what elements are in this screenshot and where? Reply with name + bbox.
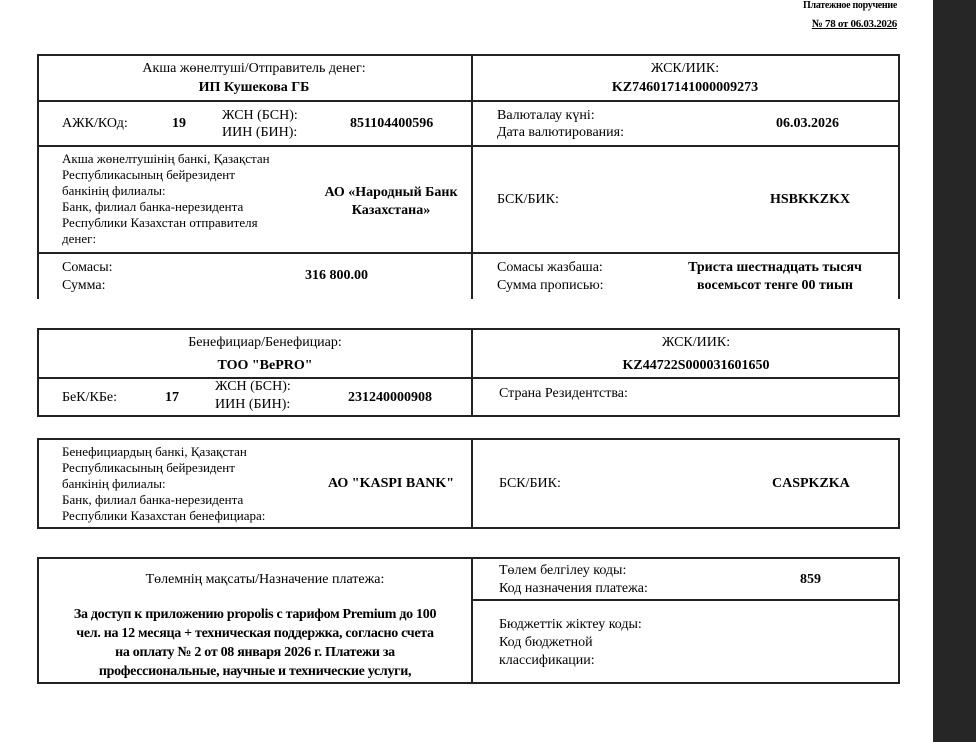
purpose-line: профессиональные, научные и технические услуги, bbox=[98, 664, 412, 679]
beneficiary-iin-label-ru: ИИН (БИН): bbox=[215, 397, 291, 412]
sender-bank-name bbox=[312, 184, 470, 220]
knp: 859 bbox=[800, 572, 821, 587]
label-line: банкінің филиалы: bbox=[62, 183, 166, 198]
sender-label: Акша жөнелтуші/Отправитель денег: bbox=[142, 61, 366, 76]
sum-in-words-line2: восемьсот тенге 00 тиын bbox=[697, 278, 853, 293]
sender-iik-label: ЖСК/ИИК: bbox=[650, 61, 720, 76]
sender-iin: 851104400596 bbox=[350, 116, 434, 131]
words-label-kz: Сомасы жазбаша: bbox=[497, 260, 603, 275]
label-line: Республикасының бейрезидент bbox=[62, 167, 235, 182]
beneficiary-bank-label bbox=[62, 444, 265, 524]
label-line: Банк, филиал банка-нерезидента bbox=[62, 199, 244, 214]
document-title: Платежное поручение bbox=[803, 0, 897, 11]
viewer-background bbox=[933, 0, 976, 742]
beneficiary-bik-label: БСК/БИК: bbox=[499, 476, 561, 491]
value-date: 06.03.2026 bbox=[776, 116, 839, 131]
label-line: Республикасының бейрезидент bbox=[62, 460, 235, 475]
purpose-text bbox=[74, 605, 436, 681]
document-number: № 78 от 06.03.2026 bbox=[811, 18, 897, 30]
beneficiary-iik-label: ЖСК/ИИК: bbox=[661, 335, 731, 350]
knp-label-ru: Код назначения платежа: bbox=[499, 581, 648, 596]
label-line: Банк, филиал банка-нерезидента bbox=[62, 492, 244, 507]
label-line: Акша жөнелтушінің банкі, Қазақстан bbox=[62, 151, 270, 166]
value-date-label-ru: Дата валютирования: bbox=[497, 125, 624, 140]
sender-iin-label-ru: ИИН (БИН): bbox=[222, 125, 298, 140]
sender-kod: 19 bbox=[172, 116, 186, 131]
words-label-ru: Сумма прописью: bbox=[497, 278, 604, 293]
beneficiary-label: Бенефициар/Бенефициар: bbox=[188, 335, 342, 350]
sum-in-words-line1: Триста шестнадцать тысяч bbox=[688, 260, 862, 275]
sender-kod-label: АЖК/КОд: bbox=[62, 116, 128, 131]
kbe: 17 bbox=[165, 390, 179, 405]
beneficiary-iin-label-kz: ЖСН (БСН): bbox=[215, 379, 291, 394]
sender-name: ИП Кушекова ГБ bbox=[198, 80, 310, 95]
purpose-line: чел. на 12 месяца + техническая поддержка, согласно счета bbox=[76, 626, 434, 641]
country-label: Страна Резидентства: bbox=[499, 386, 628, 401]
value-date-label-kz: Валюталау күні: bbox=[497, 108, 595, 123]
kbk-label-ru-2: классификации: bbox=[499, 653, 595, 668]
bank-name-line: Казахстана» bbox=[351, 203, 431, 218]
sender-bank-label bbox=[62, 151, 270, 247]
knp-label-kz: Төлем белгілеу коды: bbox=[499, 563, 627, 578]
beneficiary-bik: CASPKZKA bbox=[772, 476, 850, 491]
sum-label-ru: Сумма: bbox=[62, 278, 106, 293]
purpose-line: За доступ к приложению propolis с тарифом Premium до 100 bbox=[73, 607, 437, 622]
sender-iik: KZ746017141000009273 bbox=[611, 80, 759, 95]
kbe-label: БеК/КБе: bbox=[62, 390, 117, 405]
beneficiary-bank-name: АО "KASPI BANK" bbox=[328, 476, 455, 491]
kbk-label-ru: Код бюджетной bbox=[499, 635, 593, 650]
purpose-label: Төлемнің мақсаты/Назначение платежа: bbox=[145, 572, 385, 587]
purpose-line: на оплату № 2 от 08 января 2026 г. Платежи за bbox=[115, 645, 395, 660]
label-line: Республики Казахстан отправителя bbox=[62, 215, 258, 230]
sum: 316 800.00 bbox=[305, 268, 368, 283]
sender-bik: HSBKKZKX bbox=[770, 192, 851, 207]
sender-iin-label-kz: ЖСН (БСН): bbox=[222, 108, 298, 123]
bank-name-line: АО «Народный Банк bbox=[324, 185, 458, 200]
beneficiary-iin: 231240000908 bbox=[348, 390, 432, 405]
label-line: Республики Казахстан бенефициара: bbox=[62, 508, 266, 523]
label-line: банкінің филиалы: bbox=[62, 476, 166, 491]
sum-label-kz: Сомасы: bbox=[62, 260, 113, 275]
sender-bik-label: БСК/БИК: bbox=[497, 192, 559, 207]
beneficiary-iik: KZ44722S000031601650 bbox=[622, 358, 770, 373]
label-line: Бенефициардың банкі, Қазақстан bbox=[62, 444, 247, 459]
label-line: денег: bbox=[62, 231, 97, 246]
beneficiary-name: ТОО "BePRO" bbox=[217, 358, 313, 373]
kbk-label-kz: Бюджеттік жіктеу коды: bbox=[499, 617, 642, 632]
